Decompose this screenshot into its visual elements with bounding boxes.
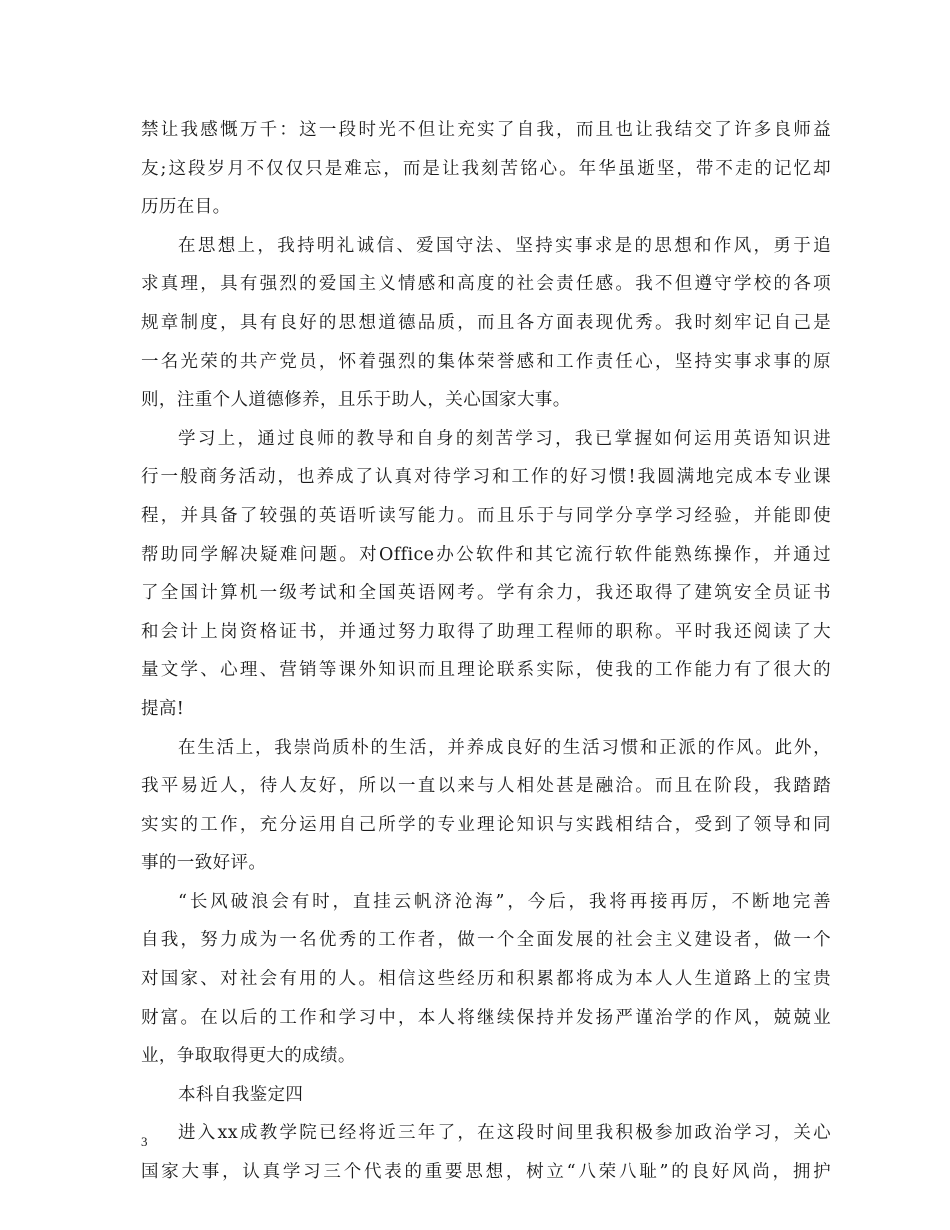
text-line: 帮助同学解决疑难问题。对Office办公软件和其它流行软件能熟练操作，并通过: [141, 544, 831, 565]
text-line: 业，争取取得更大的成绩。: [141, 1046, 356, 1067]
text-line: 在生活上，我崇尚质朴的生活，并养成良好的生活习惯和正派的作风。此外，: [178, 737, 831, 758]
text-line: 和会计上岗资格证书，并通过努力取得了助理工程师的职称。平时我还阅读了大: [141, 621, 831, 642]
text-line: 实实的工作，充分运用自己所学的专业理论知识与实践相结合，受到了领导和同: [141, 814, 831, 835]
text-line: 提高!: [141, 698, 185, 719]
text-line: 本科自我鉴定四: [178, 1084, 304, 1105]
text-line: 自我，努力成为一名优秀的工作者，做一个全面发展的社会主义建设者，做一个: [141, 930, 831, 951]
text-line: 一名光荣的共产党员，怀着强烈的集体荣誉感和工作责任心，坚持实事求事的原: [141, 351, 831, 372]
text-line: 事的一致好评。: [141, 853, 267, 874]
text-line: 对国家、对社会有用的人。相信这些经历和积累都将成为本人人生道路上的宝贵: [141, 969, 831, 990]
text-line: 行一般商务活动，也养成了认真对待学习和工作的好习惯!我圆满地完成本专业课: [141, 467, 831, 488]
text-line: 求真理，具有强烈的爱国主义情感和高度的社会责任感。我不但遵守学校的各项: [141, 274, 831, 295]
text-line: 禁让我感慨万千：这一段时光不但让充实了自我，而且也让我结交了许多良师益: [141, 120, 831, 140]
text-line: 程，并具备了较强的英语听读写能力。而且乐于与同学分享学习经验，并能即使: [141, 505, 831, 526]
text-line: 国家大事，认真学习三个代表的重要思想，树立“八荣八耻”的良好风尚，拥护: [141, 1162, 831, 1183]
text-line: 我平易近人，待人友好，所以一直以来与人相处甚是融洽。而且在阶段，我踏踏: [141, 776, 831, 797]
document-body: [141, 111, 831, 1192]
text-line: “长风破浪会有时，直挂云帆济沧海”，今后，我将再接再厉，不断地完善: [178, 891, 831, 912]
text-line: 则，注重个人道德修养，且乐于助人，关心国家大事。: [141, 390, 571, 411]
text-line: 友;这段岁月不仅仅只是难忘，而是让我刻苦铭心。年华虽逝坚，带不走的记忆却: [141, 158, 831, 179]
text-line: 历历在目。: [141, 197, 231, 218]
text-line: 量文学、心理、营销等课外知识而且理论联系实际，使我的工作能力有了很大的: [141, 660, 831, 681]
page-number: 3: [141, 1134, 148, 1149]
text-line: 规章制度，具有良好的思想道德品质，而且各方面表现优秀。我时刻牢记自己是: [141, 312, 831, 333]
text-line: 了全国计算机一级考试和全国英语网考。学有余力，我还取得了建筑安全员证书: [141, 583, 831, 604]
text-line: 进入xx成教学院已经将近三年了，在这段时间里我积极参加政治学习，关心: [178, 1123, 831, 1144]
text-line: 财富。在以后的工作和学习中，本人将继续保持并发扬严谨治学的作风，兢兢业: [141, 1007, 831, 1028]
text-line: 在思想上，我持明礼诚信、爱国守法、坚持实事求是的思想和作风，勇于追: [178, 235, 831, 256]
text-line: 学习上，通过良师的教导和自身的刻苦学习，我已掌握如何运用英语知识进: [178, 428, 831, 449]
